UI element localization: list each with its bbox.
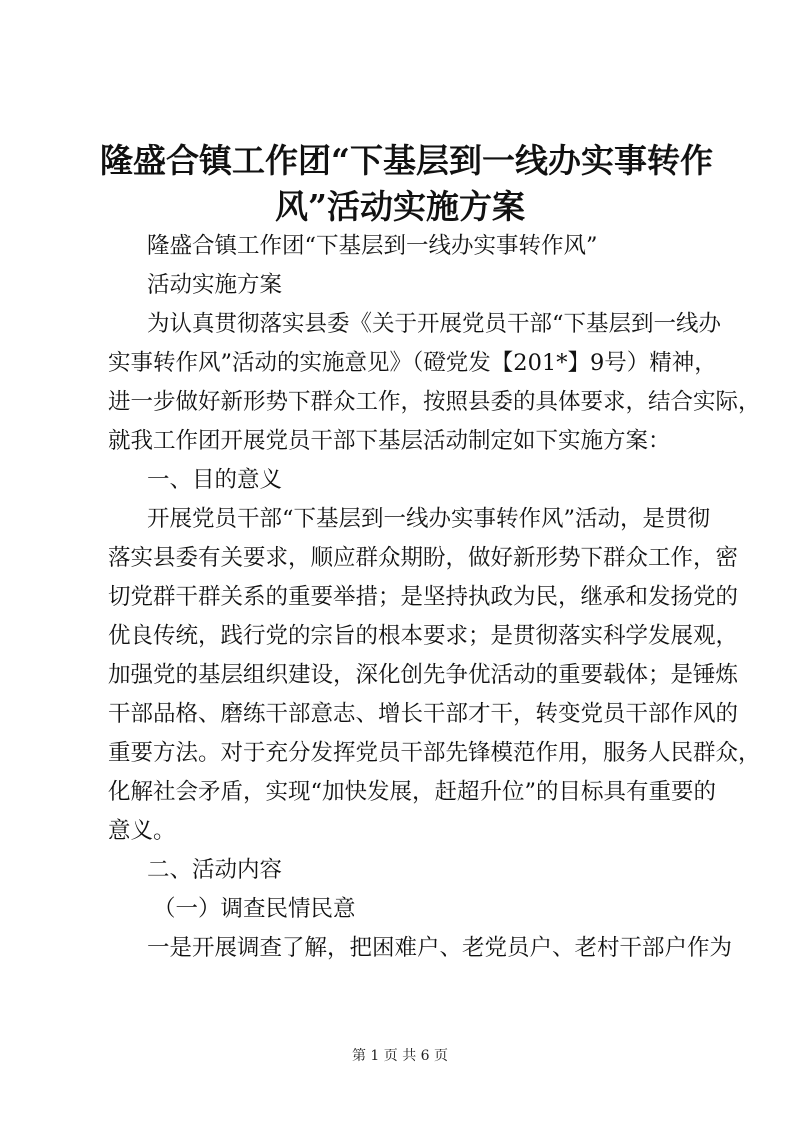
document-body <box>108 227 761 968</box>
paragraph-line: 为认真贯彻落实县委《关于开展党员干部“下基层到一线办 <box>147 311 722 337</box>
paragraph-line: 开展党员干部“下基层到一线办实事转作风”活动，是贯彻 <box>147 506 711 532</box>
paragraph-line: 进一步做好新形势下群众工作，按照县委的具体要求，结合实际， <box>108 389 761 415</box>
paragraph-line: 优良传统，践行党的宗旨的根本要求；是贯彻落实科学发展观， <box>108 623 739 649</box>
paragraph-line: 就我工作团开展党员干部下基层活动制定如下实施方案： <box>108 428 671 454</box>
paragraph-line: 干部品格、磨练干部意志、增长干部才干，转变党员干部作风的 <box>108 701 739 727</box>
page-footer: 第 1 页 共 6 页 <box>351 1048 449 1064</box>
section-heading: 二、活动内容 <box>147 857 283 883</box>
paragraph-line: 切党群干群关系的重要举措；是坚持执政为民，继承和发扬党的 <box>108 584 739 610</box>
document-title <box>100 138 713 230</box>
paragraph-line: 落实县委有关要求，顺应群众期盼，做好新形势下群众工作，密 <box>108 545 739 571</box>
paragraph-line: 意义。 <box>108 818 176 844</box>
paragraph-line: 实事转作风”活动的实施意见》（磴党发【201*】9号）精神， <box>108 350 717 376</box>
subsection-heading: （一）调查民情民意 <box>153 896 356 922</box>
paragraph-line: 化解社会矛盾，实现“加快发展，赶超升位”的目标具有重要的 <box>108 779 717 805</box>
title-line-1: 隆盛合镇工作团“下基层到一线办实事转作 <box>100 141 713 180</box>
subtitle-line-2: 活动实施方案 <box>147 272 283 298</box>
paragraph-line: 一是开展调查了解，把困难户、老党员户、老村干部户作为 <box>147 935 733 961</box>
paragraph-line: 加强党的基层组织建设，深化创先争优活动的重要载体；是锤炼 <box>108 662 739 688</box>
title-line-2: 风”活动实施方案 <box>275 187 525 226</box>
subtitle-line-1: 隆盛合镇工作团“下基层到一线办实事转作风” <box>147 233 598 259</box>
section-heading: 一、目的意义 <box>147 467 283 493</box>
paragraph-line: 重要方法。对于充分发挥党员干部先锋模范作用，服务人民群众， <box>108 740 761 766</box>
